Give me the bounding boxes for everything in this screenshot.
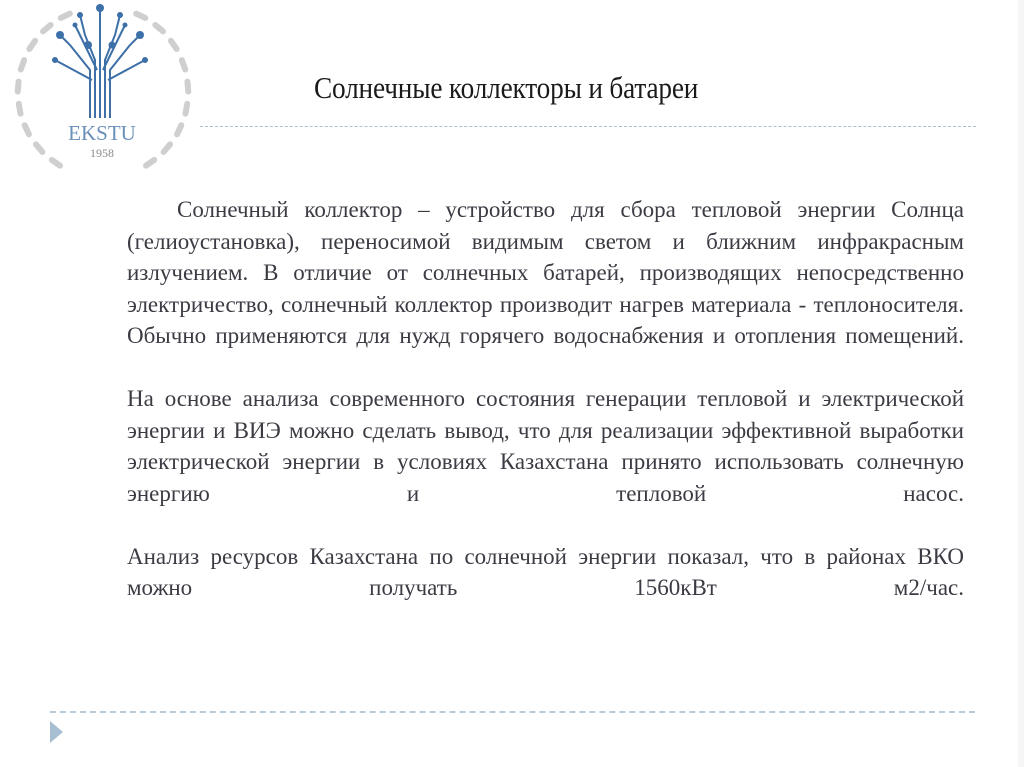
paragraph-solar-collector: Солнечный коллектор – устройство для сбора тепловой энергии Солнца (гелиоустановка), переносимой видимым светом и ближним инфракрасным излучением. В отличие от солнечных батарей, производящих непосредственно электричество, солнечный коллектор производит нагрев материала - теплоносителя. Обычно применяются для нужд горячего водоснабжения и отопления помещений. xyxy=(127,197,964,348)
paragraph-resource-analysis: Анализ ресурсов Казахстана по солнечной энергии показал, что в районах ВКО можно получать 1560кВт м2/час. xyxy=(127,543,964,600)
svg-text:1958: 1958 xyxy=(90,146,114,160)
ekstu-logo xyxy=(0,0,205,185)
title-divider xyxy=(200,126,976,127)
paragraph-analysis-conclusion: На основе анализа современного состояния генерации тепловой и электрической энергии и ВИЭ можно сделать вывод, что для реализации эффективной выработки электрической энергии в условиях Казахстана принято использовать солнечную энергию и тепловой насос. xyxy=(127,386,964,506)
slide-title: Солнечные коллекторы и батареи xyxy=(314,70,699,105)
svg-text:EKSTU: EKSTU xyxy=(68,121,136,145)
triangle-bullet-icon xyxy=(50,721,63,743)
slide-body xyxy=(127,194,964,604)
slide-edge xyxy=(1018,0,1024,767)
footer-divider xyxy=(50,711,975,713)
logo-emblem-icon xyxy=(0,0,205,185)
